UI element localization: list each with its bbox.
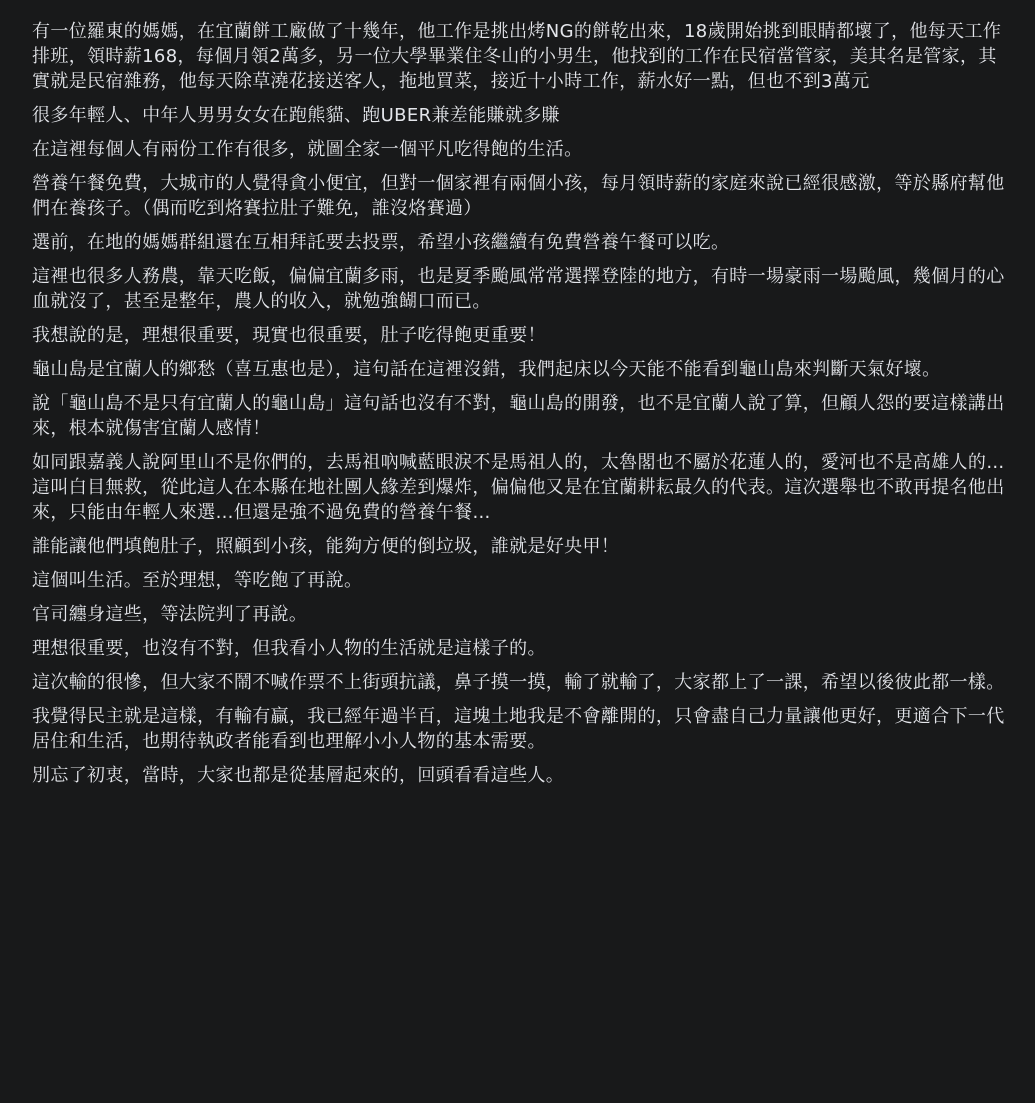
post-paragraph: 在這裡每個人有兩份工作有很多，就圖全家一個平凡吃得飽的生活。 (32, 139, 583, 160)
post-paragraph: 這次輸的很慘，但大家不鬧不喊作票不上街頭抗議，鼻子摸一摸，輸了就輸了，大家都上了一課，希望以後彼此都一樣。 (32, 672, 1005, 693)
post-paragraph: 這裡也很多人務農，靠天吃飯，偏偏宜蘭多雨，也是夏季颱風常常選擇登陸的地方，有時一場豪雨一場颱風，幾個月的心血就沒了，甚至是整年，農人的收入，就勉強餬口而已。 (32, 266, 1005, 312)
post-paragraph: 營養午餐免費，大城市的人覺得貪小便宜，但對一個家裡有兩個小孩，每月領時薪的家庭來說已經很感激，等於縣府幫他們在養孩子。（偶而吃到烙賽拉肚子難免，誰沒烙賽過） (32, 173, 1005, 219)
post-paragraph: 官司纏身這些，等法院判了再說。 (32, 604, 308, 625)
post-paragraph: 理想很重要，也沒有不對，但我看小人物的生活就是這樣子的。 (32, 638, 546, 659)
post-paragraph: 選前，在地的媽媽群組還在互相拜託要去投票，希望小孩繼續有免費營養午餐可以吃。 (32, 232, 730, 253)
post-paragraph: 說「龜山島不是只有宜蘭人的龜山島」這句話也沒有不對，龜山島的開發，也不是宜蘭人說了算，但顧人怨的要這樣講出來，根本就傷害宜蘭人感情！ (32, 393, 1005, 439)
post-paragraph: 這個叫生活。至於理想，等吃飽了再說。 (32, 570, 363, 591)
post-paragraph: 有一位羅東的媽媽，在宜蘭餅工廠做了十幾年，他工作是挑出烤NG的餅乾出來，18歲開始挑到眼睛都壞了，他每天工作排班，領時薪168，每個月領2萬多，另一位大學畢業住冬山的小男生，他找到的工作在民宿當管家，美其名是管家，其實就是民宿雜務，他每天除草澆花接送客人，拖地買菜，接近十小時工作，薪水好一點，但也不到3萬元 (32, 21, 1002, 92)
post-paragraph: 誰能讓他們填飽肚子，照顧到小孩，能夠方便的倒垃圾，誰就是好央甲！ (32, 536, 620, 557)
post-paragraph: 別忘了初衷，當時，大家也都是從基層起來的，回頭看看這些人。 (32, 765, 565, 786)
post-paragraph: 我想說的是，理想很重要，現實也很重要，肚子吃得飽更重要！ (32, 325, 546, 346)
post-paragraph: 很多年輕人、中年人男男女女在跑熊貓、跑UBER兼差能賺就多賺 (32, 105, 560, 126)
post-paragraph: 如同跟嘉義人說阿里山不是你們的，去馬祖吶喊藍眼淚不是馬祖人的，太魯閣也不屬於花蓮人的，愛河也不是高雄人的…這叫白目無救，從此這人在本縣在地社團人緣差到爆炸，偏偏他又是在宜蘭耕耘最久的代表。這次選舉也不敢再提名他出來，只能由年輕人來選…但還是強不過免費的營養午餐… (32, 452, 1005, 523)
post-paragraph: 龜山島是宜蘭人的鄉愁（喜互惠也是），這句話在這裡沒錯，我們起床以今天能不能看到龜山島來判斷天氣好壞。 (32, 359, 941, 380)
post-paragraph: 我覺得民主就是這樣，有輸有贏，我已經年過半百，這塊土地我是不會離開的，只會盡自己力量讓他更好，更適合下一代居住和生活，也期待執政者能看到也理解小小人物的基本需要。 (32, 706, 1005, 752)
